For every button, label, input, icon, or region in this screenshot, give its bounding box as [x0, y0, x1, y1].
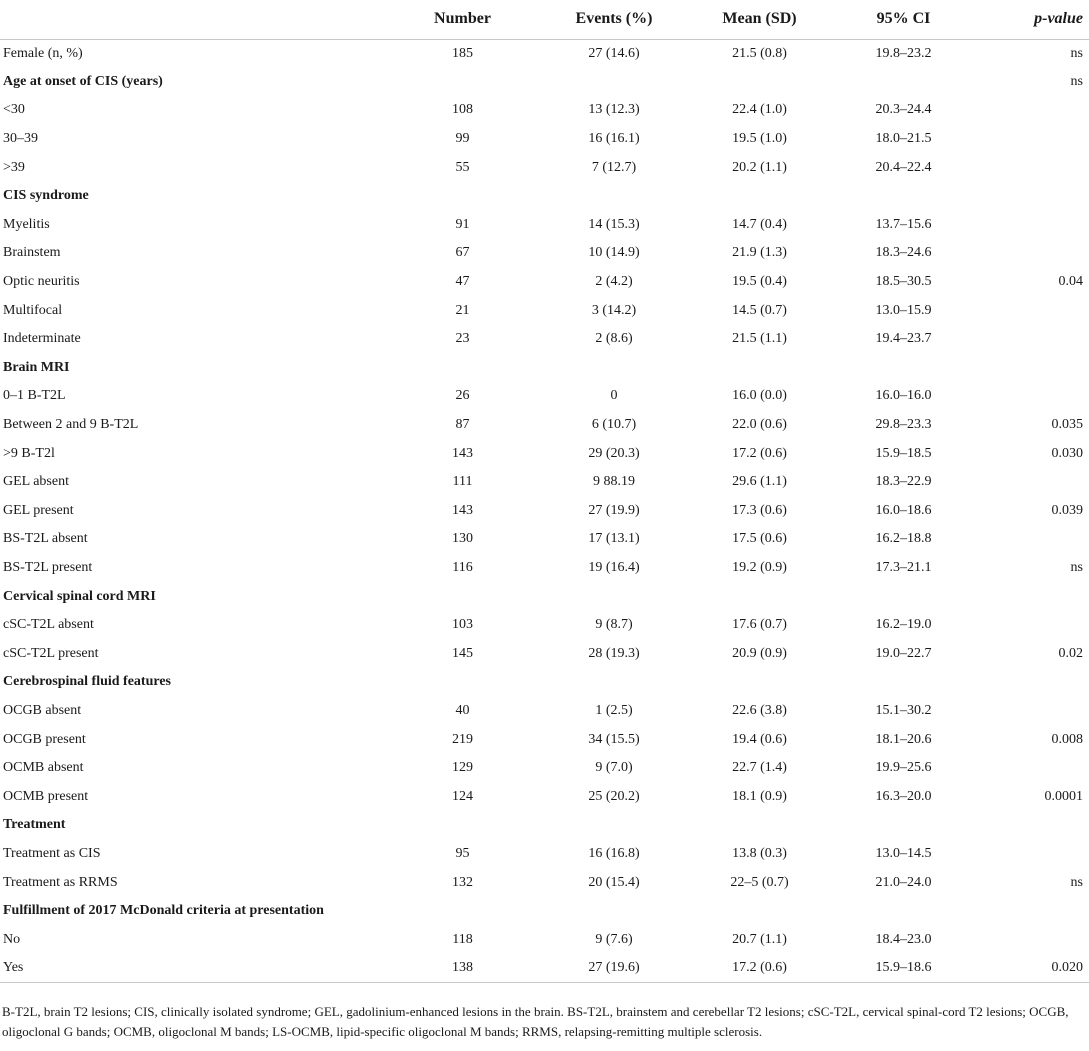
- cell-mean-sd: 17.2 (0.6): [688, 954, 831, 983]
- cell-mean-sd: [688, 68, 831, 97]
- header-ci: 95% CI: [831, 0, 976, 39]
- cell-events: [540, 811, 688, 840]
- cell-events: 20 (15.4): [588, 874, 640, 890]
- cell-events: 25 (20.2): [588, 788, 640, 804]
- table-row: [0, 39, 1089, 68]
- table-row: [0, 840, 1089, 869]
- cell-number: [385, 68, 540, 97]
- cell-mean-sd: 14.7 (0.4): [732, 216, 787, 232]
- cell-number: 99: [455, 131, 470, 147]
- cell-mean-sd: 19.5 (0.4): [732, 274, 787, 290]
- table-row: [0, 782, 1089, 811]
- cell-mean-sd: 18.1 (0.9): [732, 788, 787, 804]
- row-label: Between 2 and 9 B-T2L: [3, 417, 139, 433]
- table-row: [0, 211, 1089, 240]
- row-label: 30–39: [3, 131, 38, 147]
- cell-number: 91: [455, 216, 470, 232]
- cell-mean-sd: 29.6 (1.1): [732, 474, 787, 490]
- cell-p-value: 0.020: [976, 954, 1089, 983]
- cell-p-value: [976, 468, 1089, 497]
- cell-ci: [831, 897, 976, 926]
- cell-mean-sd: 17.5 (0.6): [732, 531, 787, 547]
- cell-mean-sd: 19.2 (0.9): [732, 559, 787, 575]
- cell-mean-sd: [688, 582, 831, 611]
- cell-mean-sd: 22.4 (1.0): [732, 102, 787, 118]
- row-label: <30: [3, 102, 25, 118]
- cell-events: 29 (20.3): [588, 445, 640, 461]
- cell-p-value: [976, 153, 1089, 182]
- cell-p-value: [976, 668, 1089, 697]
- header-row: [0, 0, 1089, 39]
- row-label: Myelitis: [3, 216, 50, 232]
- cell-number: 108: [452, 102, 473, 118]
- cell-ci: 20.3–24.4: [875, 102, 932, 118]
- cell-mean-sd: 22.7 (1.4): [732, 760, 787, 776]
- section-header-row: [0, 897, 1089, 926]
- cell-events: [540, 582, 688, 611]
- cell-number: 40: [455, 702, 470, 718]
- cell-number: 129: [452, 760, 473, 776]
- cell-number: 185: [452, 45, 473, 61]
- cell-p-value: [976, 96, 1089, 125]
- header-number: Number: [385, 0, 540, 39]
- cell-number: 143: [452, 445, 473, 461]
- cell-events: 3 (14.2): [591, 302, 637, 318]
- row-label: Brainstem: [3, 245, 61, 261]
- cell-events: 6 (10.7): [591, 417, 637, 433]
- header-mean-sd: Mean (SD): [688, 0, 831, 39]
- cell-mean-sd: 21.5 (0.8): [732, 45, 787, 61]
- cell-p-value: [976, 925, 1089, 954]
- cell-events: [540, 68, 688, 97]
- cell-ci: 17.3–21.1: [875, 559, 932, 575]
- cell-ci: 18.5–30.5: [875, 274, 932, 290]
- cell-ci: 18.3–24.6: [875, 245, 932, 261]
- row-label: Treatment: [3, 817, 66, 833]
- cell-number: [385, 354, 540, 383]
- section-header-row: [0, 582, 1089, 611]
- cell-events: 0: [610, 388, 618, 404]
- cell-number: 138: [385, 954, 540, 983]
- cell-ci: 15.9–18.6: [831, 954, 976, 983]
- row-label: cSC-T2L absent: [3, 617, 94, 633]
- cell-number: 26: [455, 388, 470, 404]
- cell-events: [540, 668, 688, 697]
- cell-events: 9 88.19: [593, 474, 635, 490]
- cell-number: 87: [455, 417, 470, 433]
- cell-events: 2 (8.6): [595, 331, 633, 347]
- cell-number: 124: [452, 788, 473, 804]
- row-label: cSC-T2L present: [3, 645, 99, 661]
- cell-p-value: [976, 697, 1089, 726]
- row-label: Age at onset of CIS (years): [3, 73, 163, 89]
- cell-ci: 18.0–21.5: [875, 131, 932, 147]
- cell-number: 116: [452, 559, 473, 575]
- row-label: Treatment as CIS: [3, 845, 101, 861]
- cell-mean-sd: 22.0 (0.6): [732, 417, 787, 433]
- cell-number: [385, 897, 540, 926]
- cell-events: 16 (16.1): [588, 131, 640, 147]
- cell-mean-sd: 16.0 (0.0): [732, 388, 787, 404]
- cell-number: 67: [455, 245, 470, 261]
- cell-mean-sd: 20.9 (0.9): [732, 645, 787, 661]
- cell-p-value: [976, 211, 1089, 240]
- cell-ci: 19.4–23.7: [875, 331, 932, 347]
- cell-ci: [831, 811, 976, 840]
- cell-p-value: [976, 325, 1089, 354]
- cell-number: [385, 582, 540, 611]
- cell-events: 9 (8.7): [595, 617, 633, 633]
- cell-ci: 18.1–20.6: [875, 731, 932, 747]
- cell-ci: 13.7–15.6: [875, 216, 932, 232]
- cell-ci: 18.4–23.0: [875, 931, 932, 947]
- cell-ci: 18.3–22.9: [875, 474, 932, 490]
- cell-p-value: [976, 382, 1089, 411]
- row-label: Multifocal: [3, 302, 63, 318]
- row-label: Yes: [0, 954, 385, 983]
- cell-ci: 20.4–22.4: [875, 159, 932, 175]
- cell-p-value: 0.039: [1051, 502, 1083, 518]
- cell-ci: 13.0–15.9: [875, 302, 932, 318]
- cell-ci: 19.9–25.6: [875, 760, 932, 776]
- cell-ci: 16.3–20.0: [875, 788, 932, 804]
- cell-events: 13 (12.3): [588, 102, 640, 118]
- cell-events: 10 (14.9): [588, 245, 640, 261]
- cell-p-value: [976, 182, 1089, 211]
- cell-mean-sd: 19.5 (1.0): [732, 131, 787, 147]
- table-row: [0, 439, 1089, 468]
- cell-mean-sd: 20.2 (1.1): [732, 159, 787, 175]
- row-label: GEL absent: [3, 474, 69, 490]
- cell-events: 9 (7.0): [595, 760, 633, 776]
- cell-ci: 13.0–14.5: [875, 845, 932, 861]
- table-row: [0, 382, 1089, 411]
- section-header-row: [0, 68, 1089, 97]
- cell-ci: [831, 668, 976, 697]
- table-row: [0, 96, 1089, 125]
- header-events: Events (%): [540, 0, 688, 39]
- cell-ci: 16.0–16.0: [875, 388, 932, 404]
- cell-number: 111: [452, 474, 473, 490]
- row-label: GEL present: [3, 502, 74, 518]
- row-label: OCMB absent: [3, 760, 84, 776]
- cell-p-value: [976, 840, 1089, 869]
- cell-events: 27 (14.6): [588, 45, 640, 61]
- row-label: 0–1 B-T2L: [3, 388, 66, 404]
- cell-mean-sd: 14.5 (0.7): [732, 302, 787, 318]
- cell-events: 7 (12.7): [591, 159, 637, 175]
- header-label: [0, 0, 385, 39]
- row-label: >39: [3, 159, 25, 175]
- cell-p-value: [976, 582, 1089, 611]
- cell-mean-sd: [688, 354, 831, 383]
- table-row: [0, 497, 1089, 526]
- cell-ci: 16.2–18.8: [875, 531, 932, 547]
- table-row: [0, 611, 1089, 640]
- cell-mean-sd: 21.5 (1.1): [732, 331, 787, 347]
- cell-p-value: ns: [1070, 874, 1083, 890]
- row-label: No: [3, 931, 21, 947]
- cell-p-value: [976, 897, 1089, 926]
- table-row: [0, 125, 1089, 154]
- table-row: [0, 868, 1089, 897]
- header-p-value: p-value: [976, 0, 1089, 39]
- cell-ci: [831, 68, 976, 97]
- section-header-row: [0, 668, 1089, 697]
- cell-number: [385, 811, 540, 840]
- cell-p-value: [976, 239, 1089, 268]
- row-label: Fulfillment of 2017 McDonald criteria at presentation: [3, 903, 324, 919]
- cell-p-value: ns: [1070, 45, 1083, 61]
- cell-number: 145: [452, 645, 473, 661]
- cell-mean-sd: [688, 668, 831, 697]
- row-label: Brain MRI: [3, 359, 70, 375]
- table-row: [0, 639, 1089, 668]
- cell-events: 19 (16.4): [588, 559, 640, 575]
- cell-p-value: 0.035: [1051, 417, 1083, 433]
- cell-mean-sd: 17.3 (0.6): [732, 502, 787, 518]
- cell-events: 27 (19.6): [540, 954, 688, 983]
- table-row: [0, 525, 1089, 554]
- cell-events: 2 (4.2): [595, 274, 633, 290]
- cell-p-value: 0.04: [1058, 274, 1083, 290]
- cell-number: 21: [455, 302, 470, 318]
- cell-p-value: [976, 611, 1089, 640]
- cell-events: 14 (15.3): [588, 216, 640, 232]
- row-label: >9 B-T2l: [3, 445, 55, 461]
- cell-number: 55: [455, 159, 470, 175]
- section-header-row: [0, 811, 1089, 840]
- cell-ci: 19.8–23.2: [875, 45, 932, 61]
- cell-mean-sd: [688, 182, 831, 211]
- row-label: CIS syndrome: [3, 188, 89, 204]
- cell-ci: 16.0–18.6: [875, 502, 932, 518]
- cell-p-value: 0.008: [1051, 731, 1083, 747]
- cell-ci: [831, 182, 976, 211]
- row-label: OCMB present: [3, 788, 89, 804]
- cell-p-value: [976, 525, 1089, 554]
- row-label: OCGB present: [3, 731, 86, 747]
- cell-p-value: [976, 754, 1089, 783]
- cell-number: 95: [455, 845, 470, 861]
- table-row: [0, 468, 1089, 497]
- cell-p-value: ns: [1070, 73, 1083, 89]
- cell-mean-sd: 22–5 (0.7): [730, 874, 789, 890]
- cell-number: 130: [452, 531, 473, 547]
- table-row: [0, 153, 1089, 182]
- cell-mean-sd: 17.6 (0.7): [732, 617, 787, 633]
- table-row: [0, 954, 1089, 983]
- table-footnote: B-T2L, brain T2 lesions; CIS, clinically isolated syndrome; GEL, gadolinium-enhanced lesions in the brain. BS-T2L, brainstem and cerebellar T2 lesions; cSC-T2L, cervical spinal-cord T2 lesions; OCGB, oligoclonal G bands; OCMB, oligoclonal M bands; LS-OCMB, lipid-specific oligoclonal M bands; RRMS, relapsing-remitting multiple sclerosis.: [2, 1004, 1069, 1039]
- table-row: [0, 925, 1089, 954]
- table-body: [0, 39, 1089, 983]
- cell-ci: 29.8–23.3: [875, 417, 932, 433]
- row-label: Cerebrospinal fluid features: [3, 674, 172, 690]
- table-row: [0, 268, 1089, 297]
- cell-number: 143: [452, 502, 473, 518]
- cell-p-value: [976, 811, 1089, 840]
- cell-mean-sd: 21.9 (1.3): [732, 245, 787, 261]
- cell-number: 47: [455, 274, 470, 290]
- table-row: [0, 754, 1089, 783]
- cell-number: 118: [452, 931, 473, 947]
- cell-mean-sd: 19.4 (0.6): [732, 731, 787, 747]
- cell-number: [385, 668, 540, 697]
- table-row: [0, 411, 1089, 440]
- cell-ci: [831, 354, 976, 383]
- row-label: BS-T2L absent: [3, 531, 88, 547]
- cell-mean-sd: 20.7 (1.1): [732, 931, 787, 947]
- cell-p-value: 0.030: [1051, 445, 1083, 461]
- cell-events: 1 (2.5): [595, 702, 633, 718]
- table-row: [0, 697, 1089, 726]
- row-label: Optic neuritis: [3, 274, 80, 290]
- cell-p-value: 0.02: [1058, 645, 1083, 661]
- cell-ci: 16.2–19.0: [875, 617, 932, 633]
- cell-events: 16 (16.8): [588, 845, 640, 861]
- cell-p-value: [976, 354, 1089, 383]
- cell-events: 34 (15.5): [588, 731, 640, 747]
- cell-number: 103: [452, 617, 473, 633]
- cell-ci: 21.0–24.0: [875, 874, 932, 890]
- row-label: OCGB absent: [3, 702, 82, 718]
- row-label: Cervical spinal cord MRI: [3, 588, 156, 604]
- cell-events: 27 (19.9): [588, 502, 640, 518]
- cell-events: 28 (19.3): [588, 645, 640, 661]
- row-label: Treatment as RRMS: [3, 874, 118, 890]
- cell-mean-sd: 13.8 (0.3): [732, 845, 787, 861]
- table-row: [0, 554, 1089, 583]
- cell-events: 9 (7.6): [595, 931, 633, 947]
- cell-mean-sd: [688, 811, 831, 840]
- cell-number: [385, 182, 540, 211]
- cell-events: 17 (13.1): [588, 531, 640, 547]
- cell-mean-sd: [688, 897, 831, 926]
- section-header-row: [0, 354, 1089, 383]
- section-header-row: [0, 182, 1089, 211]
- cell-mean-sd: 22.6 (3.8): [732, 702, 787, 718]
- cell-ci: 15.1–30.2: [875, 702, 932, 718]
- cell-p-value: [976, 296, 1089, 325]
- cell-events: [540, 897, 688, 926]
- cell-number: 132: [452, 874, 473, 890]
- cell-ci: 15.9–18.5: [875, 445, 932, 461]
- cell-p-value: [976, 125, 1089, 154]
- table-row: [0, 725, 1089, 754]
- row-label: Female (n, %): [3, 45, 83, 61]
- table-row: [0, 239, 1089, 268]
- cell-number: 23: [455, 331, 470, 347]
- row-label: BS-T2L present: [3, 559, 93, 575]
- table-header: [0, 0, 1089, 39]
- cell-events: [540, 354, 688, 383]
- cell-mean-sd: 17.2 (0.6): [732, 445, 787, 461]
- row-label: Indeterminate: [3, 331, 81, 347]
- table-row: [0, 296, 1089, 325]
- cell-p-value: 0.0001: [1044, 788, 1083, 804]
- cell-ci: [831, 582, 976, 611]
- cell-ci: 19.0–22.7: [875, 645, 932, 661]
- cell-events: [540, 182, 688, 211]
- cell-number: 219: [452, 731, 473, 747]
- cell-p-value: ns: [1070, 559, 1083, 575]
- table-row: [0, 325, 1089, 354]
